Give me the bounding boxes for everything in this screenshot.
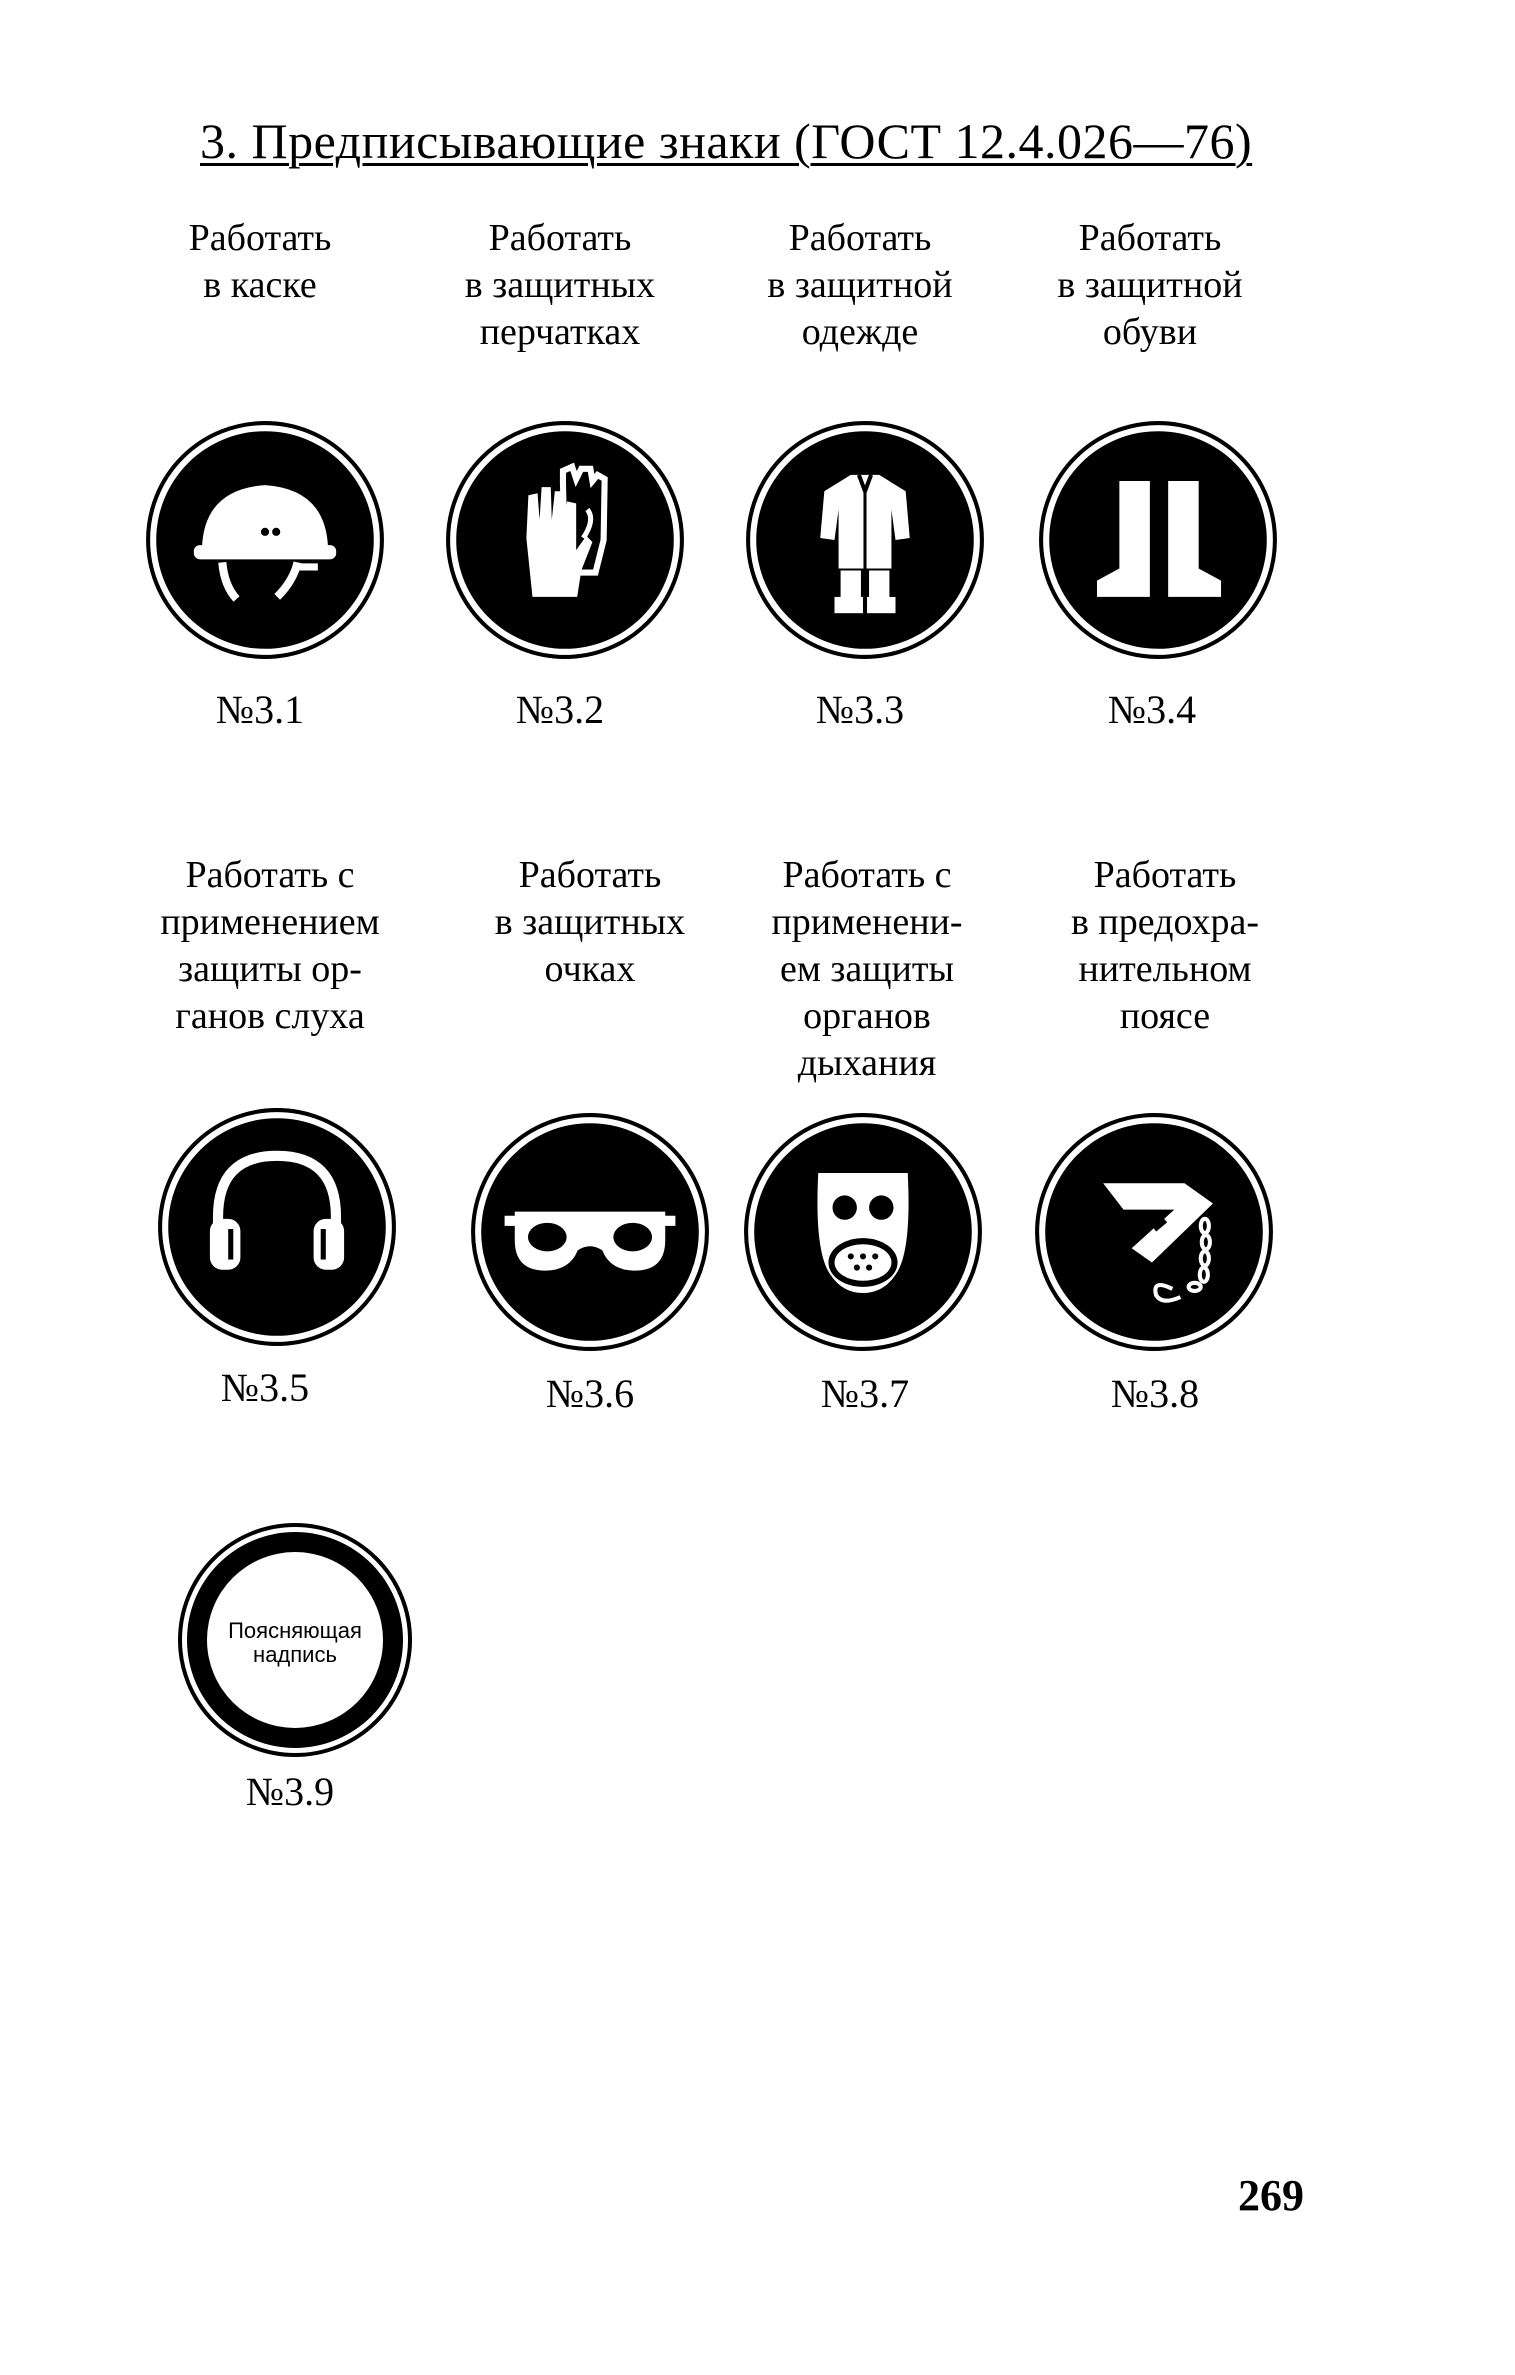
sign-number-3-7: №3.7 [820, 1371, 910, 1416]
sign-number-3-3: №3.3 [815, 687, 905, 732]
page-title: 3. Предписывающие знаки (ГОСТ 12.4.026—76) [200, 113, 1253, 169]
sign-number-3-4: №3.4 [1107, 687, 1197, 732]
caption-3-2: Работать в защитных перчатках [464, 217, 656, 353]
sign-number-3-1: №3.1 [215, 687, 305, 732]
sign-number-3-8: №3.8 [1110, 1371, 1200, 1416]
gas-mask-icon [741, 1110, 985, 1354]
ear-protection-icon [155, 1105, 399, 1349]
sign-inner-text-line-1: Поясняющая [228, 1618, 362, 1643]
goggles-icon [468, 1110, 712, 1354]
caption-3-7: Работать с применени- ем защиты органов дыхания [771, 854, 963, 1084]
gloves-icon [443, 418, 687, 662]
protective-suit-icon [743, 418, 987, 662]
caption-3-1: Работать в каске [188, 217, 332, 306]
caption-3-4: Работать в защитной обуви [1057, 217, 1243, 353]
caption-3-6: Работать в защитных очках [494, 854, 686, 990]
safety-belt-icon [1032, 1110, 1276, 1354]
sign-number-3-6: №3.6 [545, 1371, 635, 1416]
caption-3-8: Работать в предохра- нительном поясе [1070, 854, 1260, 1037]
sign-number-3-9: №3.9 [245, 1769, 335, 1814]
sign-number-3-5: №3.5 [220, 1365, 310, 1410]
sign-inner-text-line-2: надпись [253, 1642, 337, 1667]
page-number: 269 [1238, 2171, 1304, 2220]
caption-3-3: Работать в защитной одежде [767, 217, 953, 353]
boots-icon [1036, 418, 1280, 662]
hard-hat-icon [143, 418, 387, 662]
sign-number-3-2: №3.2 [515, 687, 605, 732]
caption-3-5: Работать с применением защиты ор- ганов слуха [160, 854, 380, 1037]
blank-sign-icon [175, 1520, 415, 1760]
